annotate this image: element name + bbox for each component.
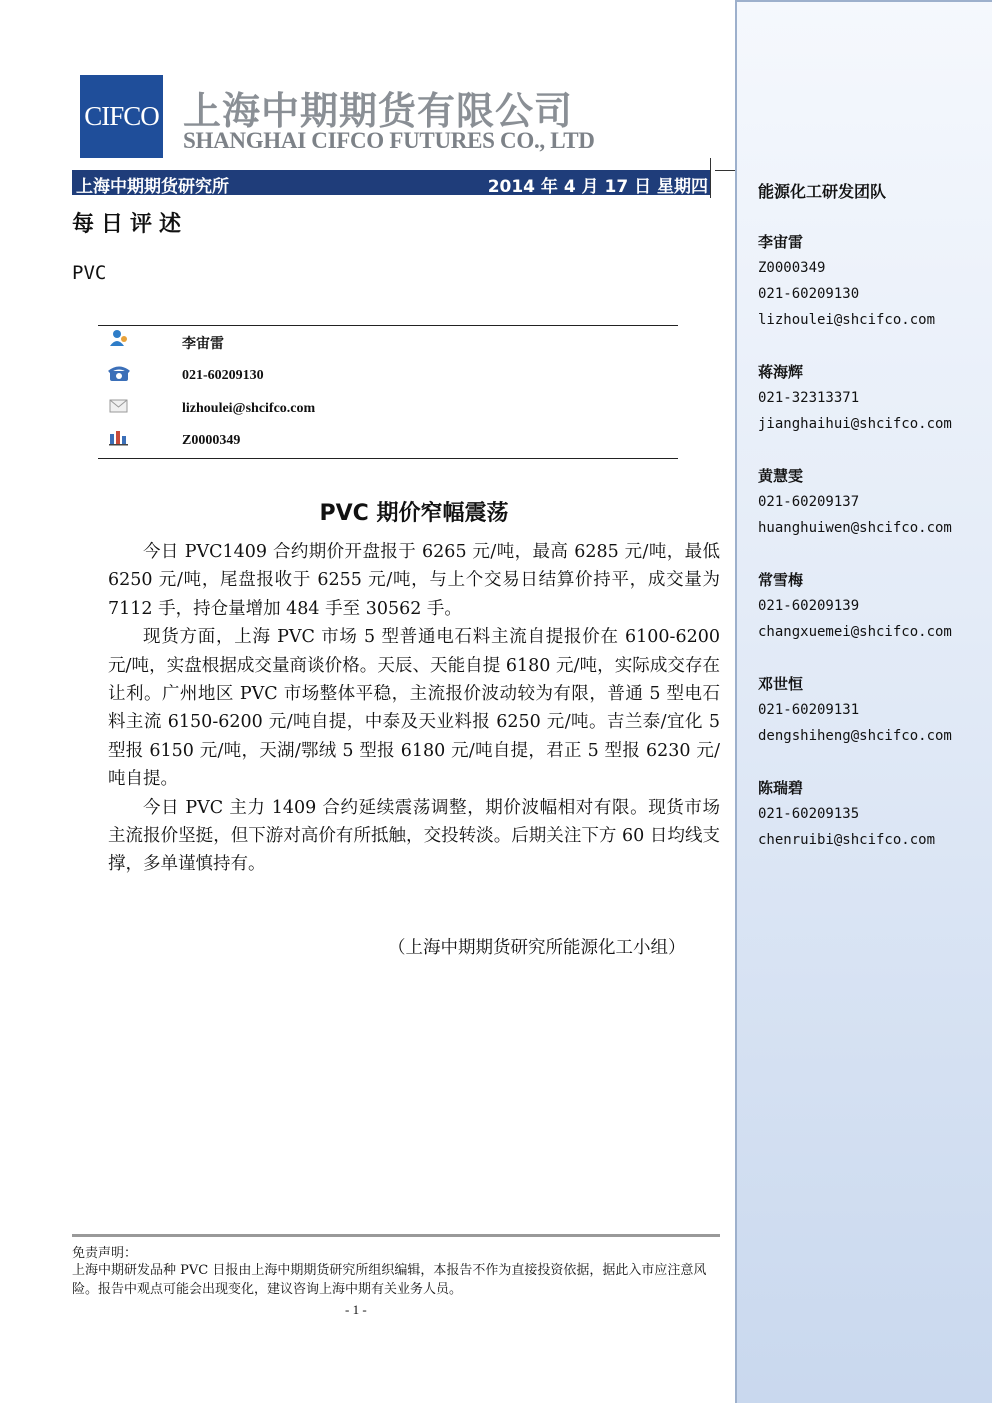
member-email: dengshiheng@shcifco.com	[758, 728, 952, 744]
article-paragraph: 今日 PVC1409 合约期价开盘报于 6265 元/吨，最高 6285 元/吨，最低 6250 元/吨，尾盘报收于 6255 元/吨，与上个交易日结算价持平，成交量为 7112 手，持仓量增加 484 手至 30562 手。	[108, 542, 720, 619]
header-banner	[72, 170, 710, 195]
contact-divider-bottom	[98, 458, 678, 459]
article-paragraph: 今日 PVC 主力 1409 合约延续震荡调整，期价波幅相对有限。现货市场主流报价坚挺，但下游对高价有所抵触，交投转淡。后期关注下方 60 日均线支撑，多单谨慎持有。	[108, 797, 720, 875]
team-member	[758, 775, 983, 853]
company-logo	[80, 75, 163, 158]
member-phone: 021-60209139	[758, 598, 860, 614]
team-member	[758, 359, 983, 437]
member-email: changxuemei@shcifco.com	[758, 624, 952, 640]
contact-email: lizhoulei@shcifco.com	[182, 401, 316, 416]
article-title: PVC 期价窄幅震荡	[319, 501, 509, 526]
team-member	[758, 567, 983, 645]
team-member	[758, 671, 983, 749]
member-phone: 021-60209131	[758, 702, 860, 718]
footer-divider	[72, 1234, 720, 1237]
institute-name: 上海中期期货研究所	[76, 177, 229, 197]
member-name: 蒋海辉	[758, 363, 804, 381]
report-type-title: 每日评述	[72, 212, 189, 237]
phone-icon	[108, 365, 130, 383]
article-signature: （上海中期期货研究所能源化工小组）	[388, 938, 686, 958]
team-title: 能源化工研发团队	[758, 182, 887, 201]
member-name: 黄慧雯	[758, 467, 804, 485]
report-date: 2014 年 4 月 17 日 星期四	[487, 177, 708, 197]
member-phone: 021-60209135	[758, 806, 860, 822]
team-member	[758, 463, 983, 541]
article-body	[108, 538, 720, 879]
company-name-en: SHANGHAI CIFCO FUTURES CO., LTD	[183, 128, 595, 153]
page-number: - 1 -	[345, 1302, 367, 1317]
bar-chart-icon	[108, 428, 130, 446]
sidebar-top-border	[737, 0, 992, 2]
member-name: 陈瑞碧	[758, 779, 804, 797]
email-icon	[108, 397, 130, 415]
disclaimer-label: 免责声明：	[72, 1246, 138, 1261]
member-email: jianghaihui@shcifco.com	[758, 416, 952, 432]
member-license: Z0000349	[758, 260, 826, 276]
team-member	[758, 229, 983, 333]
member-phone: 021-60209137	[758, 494, 860, 510]
person-icon	[108, 329, 130, 347]
product-name: PVC	[72, 262, 107, 284]
logo-text: CIFCO	[84, 101, 159, 131]
disclaimer-text: 上海中期研发品种 PVC 日报由上海中期期货研究所组织编辑，本报告不作为直接投资依据，据此入市应注意风险。报告中观点可能会出现变化，建议咨询上海中期有关业务人员。	[72, 1263, 707, 1297]
member-email: lizhoulei@shcifco.com	[758, 312, 936, 328]
member-name: 李宙雷	[758, 233, 804, 251]
member-email: chenruibi@shcifco.com	[758, 832, 936, 848]
corner-divider-h	[715, 170, 735, 171]
contact-divider-top	[98, 325, 678, 326]
member-name: 邓世恒	[758, 675, 804, 693]
contact-name: 李宙雷	[182, 337, 224, 352]
article-paragraph: 现货方面，上海 PVC 市场 5 型普通电石料主流自提报价在 6100-6200 元/吨，实盘根据成交量商谈价格。天辰、天能自提 6180 元/吨，实际成交存在让利。广州地区 PVC 市场整体平稳，主流报价波动较为有限，普通 5 型电石料主流 6150-6200 元/吨自提，中泰及天业料报 6250 元/吨。吉兰泰/宜化 5 型报 6150 元/吨，天湖/鄂绒 5 型报 6180 元/吨自提，君正 5 型报 6230 元/吨自提。	[108, 627, 720, 790]
member-email: huanghuiwen@shcifco.com	[758, 520, 952, 536]
member-phone: 021-32313371	[758, 390, 860, 406]
corner-divider	[710, 158, 711, 198]
company-name-cn: 上海中期期货有限公司	[183, 89, 574, 133]
member-phone: 021-60209130	[758, 286, 860, 302]
contact-license: Z0000349	[182, 433, 241, 448]
member-name: 常雪梅	[758, 571, 804, 589]
contact-phone: 021-60209130	[182, 368, 264, 383]
